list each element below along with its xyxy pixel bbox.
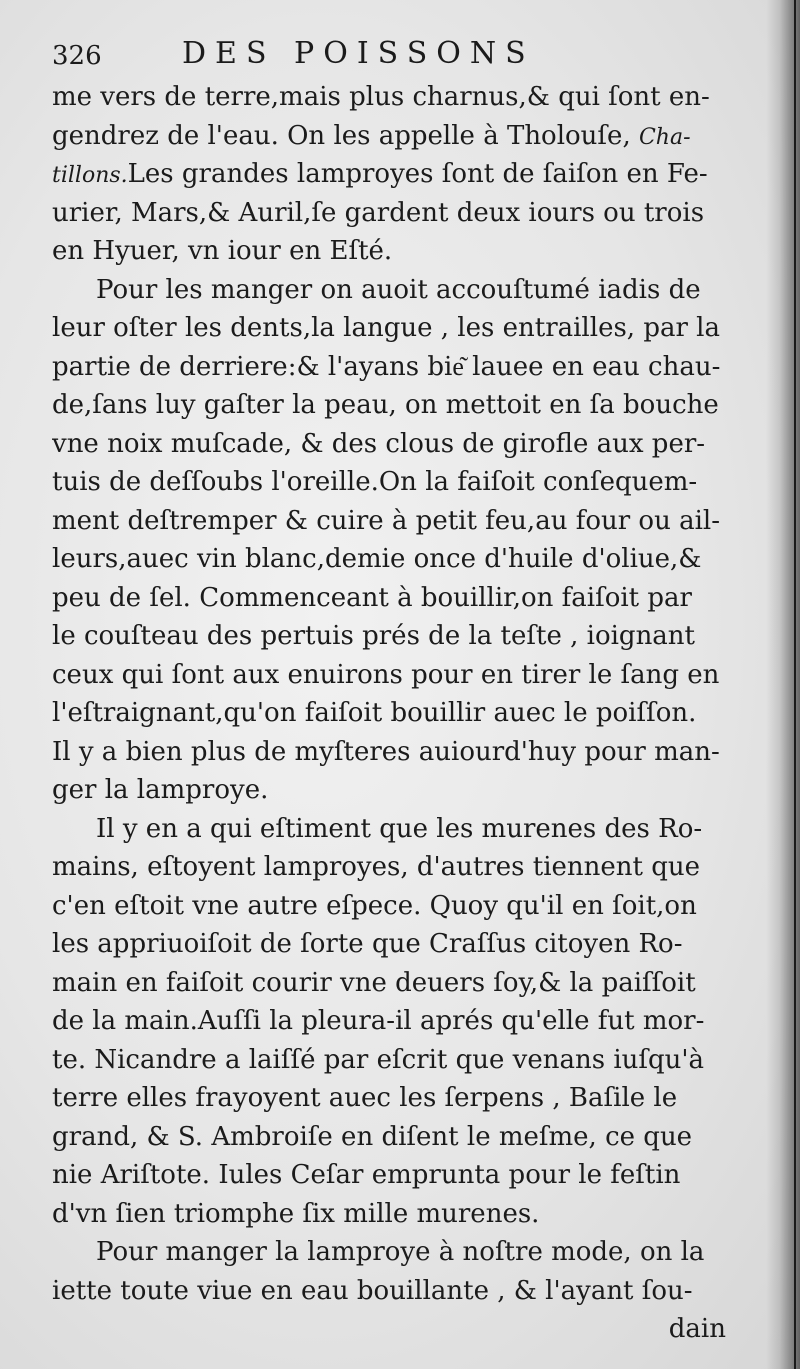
line-text: Il y en a qui eſtiment que les murenes des Ro- [96,813,703,844]
line-text: ceux qui ſont aux enuirons pour en tirer le ſang en [52,659,720,690]
text-line [52,1156,732,1195]
running-head: DES POISSONS [182,36,535,71]
line-text: dain [668,1314,726,1344]
page-header [52,30,732,78]
text-line [52,1118,732,1157]
line-text: de,ſans luy gaſter la peau, on mettoit en ſa bouche [52,390,719,420]
text-line [52,656,732,695]
text-line [52,964,732,1003]
line-text: tuis de deſſoubs l'oreille.On la faiſoit conſequem- [52,467,698,497]
line-text: grand, & S. Ambroiſe en diſent le meſme, ce que [52,1121,693,1152]
line-text: partie de derriere:& l'ayans bie͂ lauee en eau chau- [52,351,721,382]
text-line [52,502,732,541]
text-line [52,155,732,194]
text-line [52,579,732,618]
text-line [52,271,732,310]
line-text: les appriuoiſoit de ſorte que Craſſus citoyen Ro- [52,929,683,959]
text-line [52,78,732,117]
line-text: iette toute viue en eau bouillante , & l'ayant ſou- [52,1275,693,1306]
line-text: leurs,auec vin blanc,demie once d'huile d'oliue,& [52,544,702,574]
line-text: mains, eſtoyent lamproyes, d'autres tiennent que [52,852,701,882]
text-line [52,348,732,387]
text-line [52,463,732,502]
text-line [52,386,732,425]
text-line [52,1079,732,1118]
page-number: 326 [52,41,102,71]
line-text: Pour les manger on auoit accouſtumé iadis de [96,274,701,305]
text-line [52,925,732,964]
text-line [52,617,732,656]
text-line [52,425,732,464]
text-line [52,1233,732,1272]
line-text: le couſteau des pertuis prés de la teſte , ioignant [52,621,696,651]
line-text: terre elles frayoyent auec les ſerpens , Baſile le [52,1083,678,1113]
line-text: main en faiſoit courir vne deuers ſoy,& la paiſſoit [52,967,696,998]
line-text: en Hyuer, vn iour en Eſté. [52,236,393,266]
text-line [52,848,732,887]
page-text-block [52,30,732,1349]
text-line [52,540,732,579]
text-line [52,232,732,271]
line-text: Pour manger la lamproye à noſtre mode, on la [96,1237,705,1267]
italic-text: tillons. [52,163,128,188]
text-line [52,1310,732,1349]
line-text: te. Nicandre a laiſſé par eſcrit que venans iuſqu'à [52,1044,705,1075]
italic-text: Cha- [638,124,691,150]
text-line [52,117,732,156]
text-line [52,771,732,810]
line-text: ment deſtremper & cuire à petit feu,au four ou ail- [52,505,721,536]
line-text: gendrez de l'eau. On les appelle à Tholouſe, [52,120,639,151]
line-text: vne noix muſcade, & des clous de girofle aux per- [52,428,706,459]
line-text: Les grandes lamproyes ſont de ſaiſon en Fe- [127,159,708,189]
text-line [52,309,732,348]
line-text: leur oſter les dents,la langue , les entrailles, par la [52,313,720,343]
page-edge [794,0,796,1369]
text-line [52,1195,732,1234]
text-line [52,194,732,233]
text-lines [52,78,732,1349]
line-text: l'eſtraignant,qu'on faiſoit bouillir auec le poiſſon. [52,698,697,728]
line-text: urier, Mars,& Auril,ſe gardent deux iours ou trois [52,197,705,228]
text-line [52,733,732,772]
text-line [52,887,732,926]
text-line [52,1272,732,1311]
line-text: c'en eſtoit vne autre eſpece. Quoy qu'il en ſoit,on [52,890,697,921]
line-text: nie Ariſtote. Iules Ceſar emprunta pour le feſtin [52,1160,681,1190]
line-text: ger la lamproye. [52,775,269,805]
line-text: de la main.Auſſi la pleura-il aprés qu'elle fut mor- [52,1006,705,1036]
line-text: d'vn ſien triomphe ſix mille murenes. [52,1198,540,1229]
line-text: peu de ſel. Commenceant à bouillir,on faiſoit par [52,582,692,613]
text-line [52,694,732,733]
line-text: Il y a bien plus de myſteres auiourd'huy pour man- [52,736,720,767]
text-line [52,1041,732,1080]
text-line [52,810,732,849]
line-text: me vers de terre,mais plus charnus,& qui ſont en- [52,82,710,112]
text-line [52,1002,732,1041]
